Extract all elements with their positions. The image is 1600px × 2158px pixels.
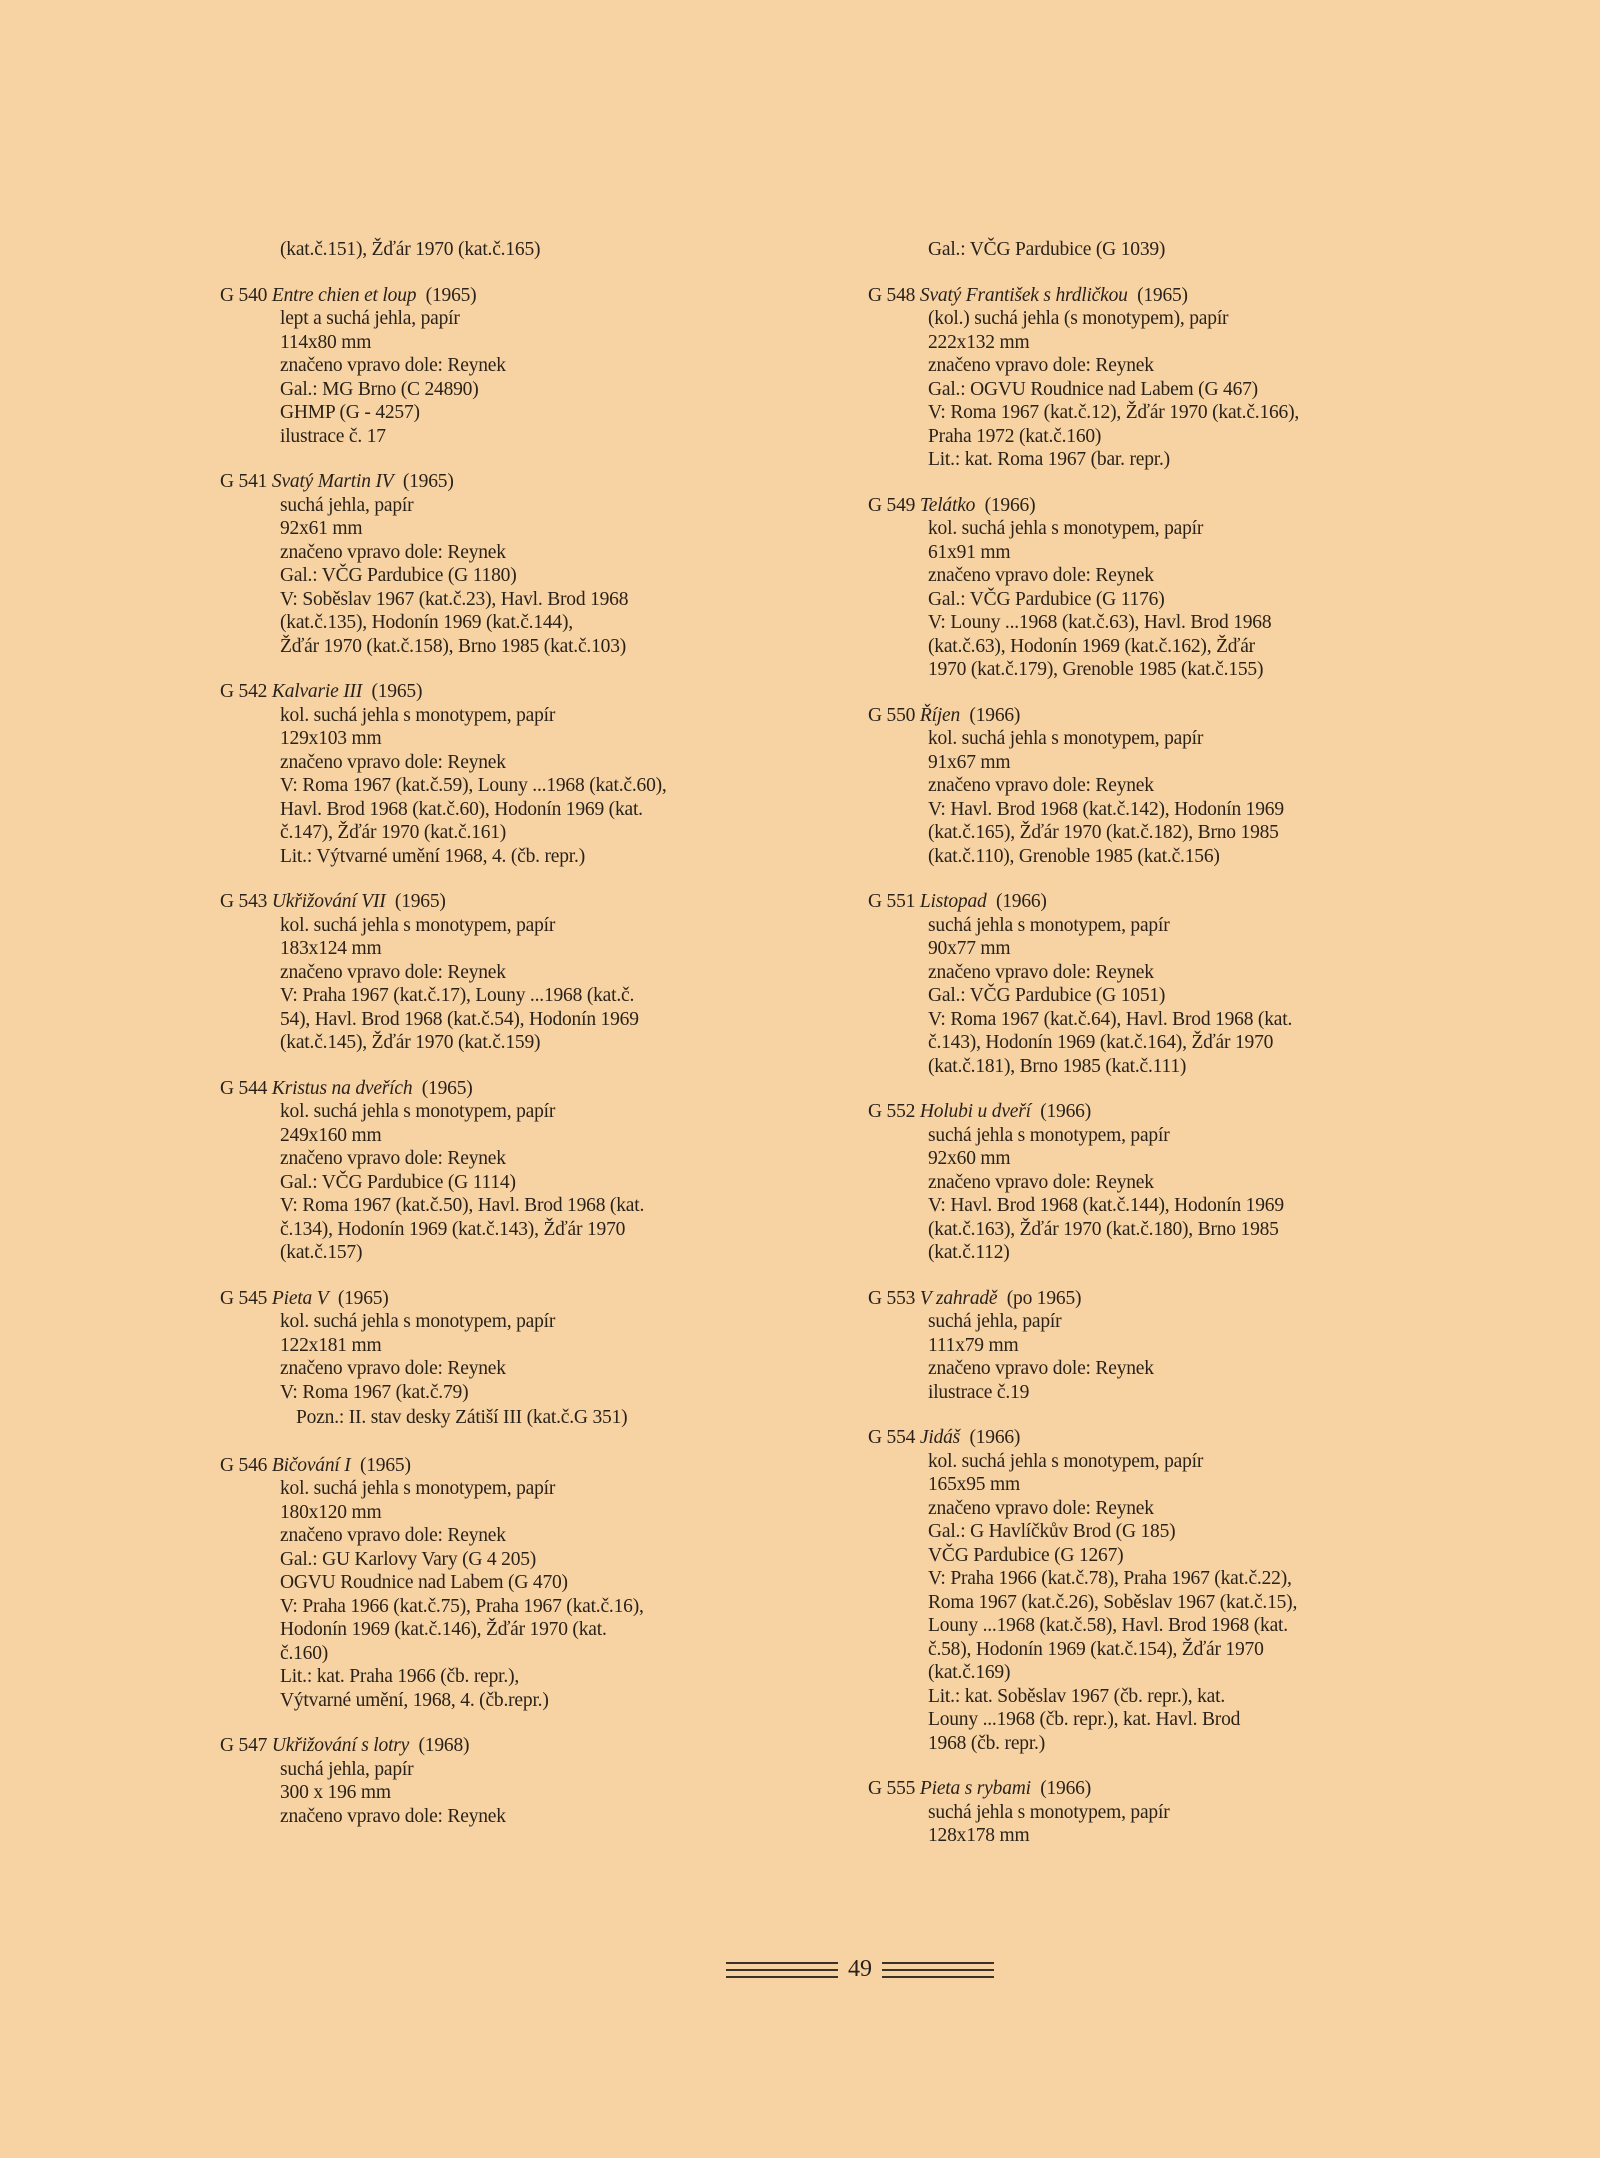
detail-line: Lit.: kat. Soběslav 1967 (čb. repr.), kat. <box>928 1685 1226 1707</box>
detail-line: č.147), Žďár 1970 (kat.č.161) <box>280 822 507 843</box>
detail-line: 180x120 mm <box>280 1501 382 1523</box>
detail-line: 129x103 mm <box>280 728 382 749</box>
left-column <box>220 238 780 1850</box>
catalog-number: G 551 <box>868 891 916 912</box>
entry-details <box>220 307 780 448</box>
catalog-entry <box>220 470 780 658</box>
detail-line: 1968 (čb. repr.) <box>928 1732 1046 1754</box>
artwork-date: (1966) <box>1040 1778 1091 1799</box>
entry-heading <box>868 284 1388 308</box>
catalog-number: G 541 <box>220 471 268 492</box>
catalog-number: G 547 <box>220 1735 268 1756</box>
artwork-title: Bičování I <box>271 1454 351 1476</box>
detail-line: 165x95 mm <box>928 1474 1020 1495</box>
detail-line: Gal.: VČG Pardubice (G 1114) <box>280 1171 516 1193</box>
entry-details <box>868 1450 1388 1756</box>
detail-line: suchá jehla s monotypem, papír <box>928 914 1170 936</box>
artwork-title: Holubi u dveří <box>919 1101 1031 1122</box>
artwork-title: Pieta s rybami <box>919 1778 1031 1799</box>
detail-line: V: Louny ...1968 (kat.č.63), Havl. Brod 1968 <box>928 612 1272 633</box>
detail-line: značeno vpravo dole: Reynek <box>280 355 506 376</box>
artwork-date: (1965) <box>394 891 446 912</box>
entry-heading <box>220 1287 780 1311</box>
detail-line: kol. suchá jehla s monotypem, papír <box>928 518 1204 539</box>
detail-line: 91x67 mm <box>928 751 1011 773</box>
detail-line: značeno vpravo dole: Reynek <box>280 1805 506 1827</box>
catalog-entry <box>868 1287 1388 1405</box>
catalog-entry <box>868 890 1388 1078</box>
artwork-date: (1966) <box>1040 1101 1091 1122</box>
detail-line: Lit.: Výtvarné umění 1968, 4. (čb. repr.) <box>280 845 585 867</box>
entry-details <box>868 727 1388 868</box>
catalog-entries-right <box>868 284 1388 1848</box>
detail-line: V: Roma 1967 (kat.č.64), Havl. Brod 1968 (kat. <box>928 1008 1293 1030</box>
detail-line: (kat.č.63), Hodonín 1969 (kat.č.162), Žďár <box>928 635 1255 657</box>
catalog-number: G 546 <box>220 1454 268 1476</box>
detail-line: Gal.: GU Karlovy Vary (G 4 205) <box>280 1548 537 1570</box>
detail-line: 92x61 mm <box>280 518 363 539</box>
catalog-entry <box>868 1777 1388 1848</box>
artwork-title: V zahradě <box>919 1287 998 1309</box>
artwork-title: Svatý Martin IV <box>271 471 394 492</box>
detail-line: suchá jehla s monotypem, papír <box>928 1124 1170 1146</box>
detail-line: GHMP (G - 4257) <box>280 402 420 423</box>
catalog-entry <box>220 1454 780 1713</box>
artwork-date: (1965) <box>1137 284 1188 306</box>
artwork-date: (1965) <box>371 681 423 702</box>
catalog-entry <box>868 1100 1388 1265</box>
detail-line: suchá jehla s monotypem, papír <box>928 1801 1170 1823</box>
detail-line: 128x178 mm <box>928 1825 1030 1846</box>
entry-details <box>220 914 780 1055</box>
detail-line: značeno vpravo dole: Reynek <box>280 541 506 563</box>
entry-heading <box>868 494 1388 518</box>
footer-rule-left <box>726 1962 838 1978</box>
catalog-entry <box>868 494 1388 682</box>
detail-line: 61x91 mm <box>928 541 1011 563</box>
artwork-title: Jidáš <box>919 1427 961 1448</box>
detail-line: OGVU Roudnice nad Labem (G 470) <box>280 1572 568 1593</box>
artwork-title: Ukřižování s lotry <box>271 1735 410 1756</box>
detail-line: V: Roma 1967 (kat.č.50), Havl. Brod 1968 (kat. <box>280 1195 645 1216</box>
detail-line: značeno vpravo dole: Reynek <box>928 775 1154 796</box>
artwork-title: Kalvarie III <box>271 681 363 702</box>
footer-rule-right <box>882 1962 994 1978</box>
detail-line: kol. suchá jehla s monotypem, papír <box>280 704 556 726</box>
detail-line: suchá jehla, papír <box>280 1758 414 1780</box>
entry-heading <box>220 680 780 704</box>
detail-line: (kol.) suchá jehla (s monotypem), papír <box>928 308 1229 329</box>
artwork-date: (1965) <box>337 1287 389 1309</box>
detail-line: (kat.č.112) <box>928 1242 1010 1263</box>
detail-line: V: Havl. Brod 1968 (kat.č.142), Hodonín 1969 <box>928 798 1284 820</box>
detail-line: značeno vpravo dole: Reynek <box>280 1525 506 1546</box>
entry-heading <box>220 470 780 494</box>
detail-line: suchá jehla, papír <box>928 1311 1062 1332</box>
detail-line: lept a suchá jehla, papír <box>280 308 460 329</box>
artwork-date: (1965) <box>421 1077 473 1099</box>
catalog-entry <box>220 1287 780 1430</box>
detail-line: Lit.: kat. Roma 1967 (bar. repr.) <box>928 449 1170 470</box>
detail-line: Praha 1972 (kat.č.160) <box>928 425 1102 447</box>
artwork-date: (1965) <box>402 471 454 492</box>
catalog-entry <box>868 704 1388 869</box>
detail-line: značeno vpravo dole: Reynek <box>280 751 506 773</box>
artwork-date: (1966) <box>995 891 1047 912</box>
artwork-date: (po 1965) <box>1006 1287 1082 1309</box>
detail-line: kol. suchá jehla s monotypem, papír <box>280 1101 556 1122</box>
entry-heading <box>868 890 1388 914</box>
detail-line: 1970 (kat.č.179), Grenoble 1985 (kat.č.155) <box>928 659 1264 680</box>
entry-note: Pozn.: II. stav desky Zátiší III (kat.č.G 351) <box>296 1407 628 1428</box>
detail-line: V: Praha 1966 (kat.č.75), Praha 1967 (kat.č.16), <box>280 1595 644 1617</box>
detail-line: V: Praha 1967 (kat.č.17), Louny ...1968 (kat.č. <box>280 985 635 1006</box>
catalog-entry <box>220 284 780 449</box>
detail-line: značeno vpravo dole: Reynek <box>928 1171 1154 1193</box>
catalog-entry <box>868 284 1388 472</box>
entry-heading <box>868 1100 1388 1124</box>
detail-line: Gal.: MG Brno (C 24890) <box>280 378 479 400</box>
artwork-date: (1966) <box>969 1427 1021 1448</box>
entry-details <box>220 704 780 869</box>
detail-line: 111x79 mm <box>928 1334 1019 1356</box>
detail-line: značeno vpravo dole: Reynek <box>280 1148 506 1169</box>
entry-details <box>868 517 1388 682</box>
detail-line: č.160) <box>280 1642 329 1664</box>
detail-line: V: Havl. Brod 1968 (kat.č.144), Hodonín 1969 <box>928 1195 1284 1216</box>
detail-line: značeno vpravo dole: Reynek <box>928 355 1154 376</box>
catalog-entry <box>220 1734 780 1828</box>
entry-heading <box>868 704 1388 728</box>
entry-heading <box>220 1734 780 1758</box>
detail-line: (kat.č.157) <box>280 1242 363 1263</box>
catalog-number: G 555 <box>868 1778 916 1799</box>
artwork-title: Pieta V <box>271 1287 329 1309</box>
detail-line: Louny ...1968 (kat.č.58), Havl. Brod 1968 (kat. <box>928 1615 1288 1636</box>
entry-details <box>220 1310 780 1404</box>
detail-line: Gal.: VČG Pardubice (G 1176) <box>928 588 1165 610</box>
catalog-entry <box>220 890 780 1055</box>
detail-line: 114x80 mm <box>280 331 372 353</box>
detail-line: 90x77 mm <box>928 938 1011 959</box>
detail-line: V: Praha 1966 (kat.č.78), Praha 1967 (kat.č.22), <box>928 1568 1292 1589</box>
artwork-date: (1965) <box>425 284 477 306</box>
catalog-number: G 543 <box>220 891 268 912</box>
continuation-text <box>220 238 780 262</box>
detail-line: 249x160 mm <box>280 1124 382 1146</box>
artwork-title: Kristus na dveřích <box>271 1077 413 1099</box>
catalog-number: G 545 <box>220 1287 268 1309</box>
catalog-number: G 550 <box>868 704 916 726</box>
entry-heading <box>868 1426 1388 1450</box>
catalog-number: G 542 <box>220 681 268 702</box>
detail-line: ilustrace č. 17 <box>280 425 386 447</box>
detail-line: Hodonín 1969 (kat.č.146), Žďár 1970 (kat. <box>280 1619 607 1640</box>
entry-details <box>868 1124 1388 1265</box>
entry-details <box>868 1310 1388 1404</box>
continuation-line: Gal.: VČG Pardubice (G 1039) <box>928 239 1166 260</box>
detail-line: (kat.č.181), Brno 1985 (kat.č.111) <box>928 1055 1187 1077</box>
catalog-number: G 553 <box>868 1287 916 1309</box>
entry-heading <box>220 890 780 914</box>
detail-line: kol. suchá jehla s monotypem, papír <box>280 1311 556 1332</box>
entry-heading <box>220 284 780 308</box>
entry-details <box>868 307 1388 472</box>
detail-line: značeno vpravo dole: Reynek <box>928 1358 1154 1379</box>
detail-line: 222x132 mm <box>928 331 1030 353</box>
detail-line: kol. suchá jehla s monotypem, papír <box>928 1450 1204 1472</box>
catalog-number: G 554 <box>868 1427 916 1448</box>
entry-details <box>220 1758 780 1829</box>
catalog-entry <box>220 1077 780 1265</box>
detail-line: značeno vpravo dole: Reynek <box>280 961 506 983</box>
entry-heading <box>220 1077 780 1101</box>
entry-heading <box>868 1777 1388 1801</box>
catalog-number: G 544 <box>220 1077 268 1099</box>
artwork-date: (1968) <box>418 1735 470 1756</box>
right-column <box>868 238 1388 1870</box>
detail-line: (kat.č.163), Žďár 1970 (kat.č.180), Brno 1985 <box>928 1218 1279 1240</box>
detail-line: 54), Havl. Brod 1968 (kat.č.54), Hodonín 1969 <box>280 1008 639 1030</box>
detail-line: 300 x 196 mm <box>280 1782 391 1803</box>
continuation-text <box>868 238 1388 262</box>
artwork-title: Listopad <box>919 891 987 912</box>
detail-line: Žďár 1970 (kat.č.158), Brno 1985 (kat.č.103) <box>280 635 627 657</box>
artwork-title: Telátko <box>919 494 976 516</box>
page-number: 49 <box>848 1956 872 1982</box>
detail-line: ilustrace č.19 <box>928 1381 1030 1403</box>
entry-heading <box>868 1287 1388 1311</box>
entry-heading <box>220 1454 780 1478</box>
detail-line: 92x60 mm <box>928 1148 1011 1169</box>
detail-line: Gal.: VČG Pardubice (G 1051) <box>928 985 1166 1006</box>
catalog-number: G 549 <box>868 494 916 516</box>
detail-line: VČG Pardubice (G 1267) <box>928 1544 1124 1566</box>
entry-details <box>868 1801 1388 1848</box>
detail-line: Lit.: kat. Praha 1966 (čb. repr.), <box>280 1666 520 1687</box>
detail-line: Havl. Brod 1968 (kat.č.60), Hodonín 1969 (kat. <box>280 798 643 820</box>
detail-line: č.143), Hodonín 1969 (kat.č.164), Žďár 1970 <box>928 1032 1274 1053</box>
detail-line: (kat.č.135), Hodonín 1969 (kat.č.144), <box>280 612 573 633</box>
detail-line: značeno vpravo dole: Reynek <box>928 1497 1154 1519</box>
artwork-title: Entre chien et loup <box>271 284 417 306</box>
detail-line: V: Roma 1967 (kat.č.12), Žďár 1970 (kat.č.166), <box>928 402 1300 423</box>
detail-line: (kat.č.165), Žďár 1970 (kat.č.182), Brno 1985 <box>928 822 1279 843</box>
detail-line: kol. suchá jehla s monotypem, papír <box>280 1478 556 1499</box>
artwork-title: Ukřižování VII <box>271 891 386 912</box>
detail-line: č.58), Hodonín 1969 (kat.č.154), Žďár 1970 <box>928 1638 1264 1660</box>
catalog-number: G 548 <box>868 284 916 306</box>
detail-line: V: Roma 1967 (kat.č.79) <box>280 1381 469 1403</box>
detail-line: kol. suchá jehla s monotypem, papír <box>280 914 556 936</box>
detail-line: V: Roma 1967 (kat.č.59), Louny ...1968 (kat.č.60), <box>280 775 667 796</box>
catalog-number: G 540 <box>220 284 268 306</box>
detail-line: 183x124 mm <box>280 938 382 959</box>
artwork-date: (1966) <box>969 704 1021 726</box>
entry-details <box>220 1100 780 1265</box>
detail-line: 122x181 mm <box>280 1334 382 1356</box>
detail-line: Výtvarné umění, 1968, 4. (čb.repr.) <box>280 1689 549 1711</box>
detail-line: Louny ...1968 (čb. repr.), kat. Havl. Brod <box>928 1709 1241 1730</box>
detail-line: Gal.: OGVU Roudnice nad Labem (G 467) <box>928 378 1258 400</box>
detail-line: V: Soběslav 1967 (kat.č.23), Havl. Brod 1968 <box>280 588 629 610</box>
artwork-title: Svatý František s hrdličkou <box>919 284 1128 306</box>
detail-line: suchá jehla, papír <box>280 494 414 516</box>
detail-line: kol. suchá jehla s monotypem, papír <box>928 728 1204 749</box>
entry-details <box>868 914 1388 1079</box>
detail-line: značeno vpravo dole: Reynek <box>928 961 1154 983</box>
detail-line: značeno vpravo dole: Reynek <box>928 565 1154 586</box>
detail-line: značeno vpravo dole: Reynek <box>280 1358 506 1379</box>
catalog-number: G 552 <box>868 1101 916 1122</box>
artwork-title: Říjen <box>919 704 961 726</box>
artwork-date: (1965) <box>359 1454 411 1476</box>
page-footer <box>726 1956 994 1983</box>
entry-details <box>220 1477 780 1712</box>
continuation-line: (kat.č.151), Žďár 1970 (kat.č.165) <box>280 239 541 260</box>
artwork-date: (1966) <box>984 494 1036 516</box>
catalog-entries-left <box>220 284 780 1829</box>
detail-line: Gal.: G Havlíčkův Brod (G 185) <box>928 1521 1176 1542</box>
detail-line: (kat.č.145), Žďár 1970 (kat.č.159) <box>280 1032 541 1053</box>
entry-details <box>220 494 780 659</box>
detail-line: (kat.č.169) <box>928 1662 1011 1683</box>
detail-line: (kat.č.110), Grenoble 1985 (kat.č.156) <box>928 845 1220 867</box>
detail-line: Gal.: VČG Pardubice (G 1180) <box>280 565 517 586</box>
detail-line: Roma 1967 (kat.č.26), Soběslav 1967 (kat.č.15), <box>928 1591 1298 1613</box>
catalog-entry <box>868 1426 1388 1755</box>
catalog-entry <box>220 680 780 868</box>
detail-line: č.134), Hodonín 1969 (kat.č.143), Žďár 1970 <box>280 1218 626 1240</box>
